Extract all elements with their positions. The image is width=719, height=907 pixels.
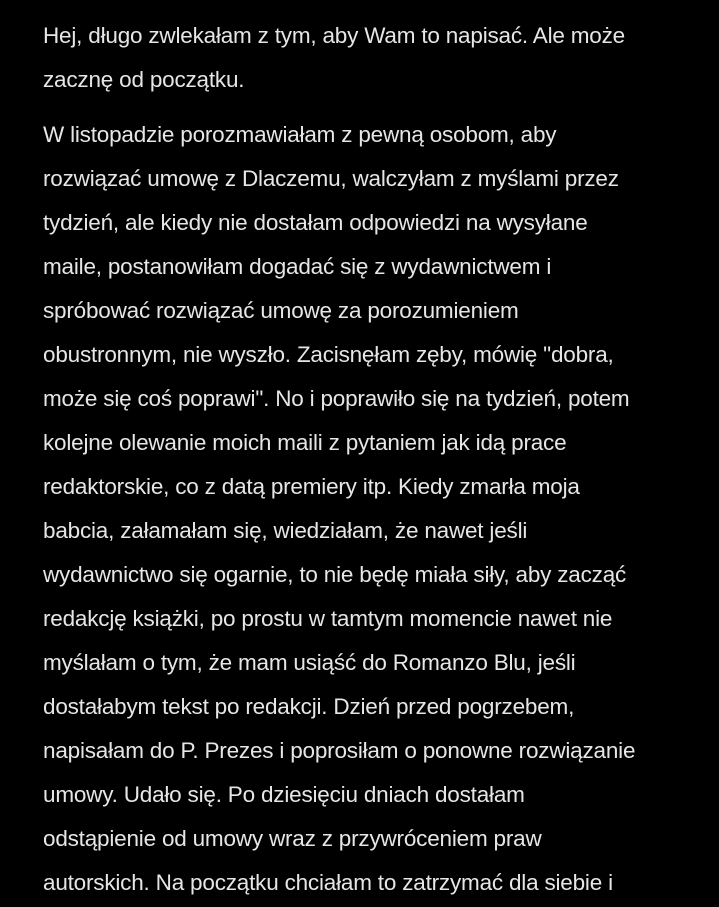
text-line: wydawnictwo się ogarnie, to nie będę miała siły, aby zacząć [43,562,627,587]
text-line: myślałam o tym, że mam usiąść do Romanzo Blu, jeśli [43,650,576,675]
text-line: dostałabym tekst po redakcji. Dzień przed pogrzebem, [43,694,575,719]
text-line: obustronnym, nie wyszło. Zacisnęłam zęby, mówię "dobra, [43,342,614,367]
text-line: napisałam do P. Prezes i poprosiłam o ponowne rozwiązanie [43,738,636,763]
text-line: rozwiązać umowę z Dlaczemu, walczyłam z myślami przez [43,166,619,191]
text-line: Hej, długo zwlekałam z tym, aby Wam to napisać. Ale może [43,23,625,48]
text-line: babcia, załamałam się, wiedziałam, że nawet jeśli [43,518,528,543]
text-line: tydzień, ale kiedy nie dostałam odpowiedzi na wysyłane [43,210,588,235]
text-line: zacznę od początku. [43,67,245,92]
paragraph-2 [43,113,635,905]
text-line: spróbować rozwiązać umowę za porozumieniem [43,298,519,323]
text-line: autorskich. Na początku chciałam to zatrzymać dla siebie i [43,870,613,895]
text-line: może się coś poprawi". No i poprawiło się na tydzień, potem [43,386,630,411]
text-line: redaktorskie, co z datą premiery itp. Kiedy zmarła moja [43,474,580,499]
text-line: kolejne olewanie moich maili z pytaniem jak idą prace [43,430,567,455]
paragraph-1 [43,14,625,102]
text-line: odstąpienie od umowy wraz z przywróceniem praw [43,826,542,851]
text-line: maile, postanowiłam dogadać się z wydawnictwem i [43,254,552,279]
text-line: redakcję książki, po prostu w tamtym momencie nawet nie [43,606,613,631]
text-line: umowy. Udało się. Po dziesięciu dniach dostałam [43,782,525,807]
text-line: W listopadzie porozmawiałam z pewną osobom, aby [43,122,557,147]
